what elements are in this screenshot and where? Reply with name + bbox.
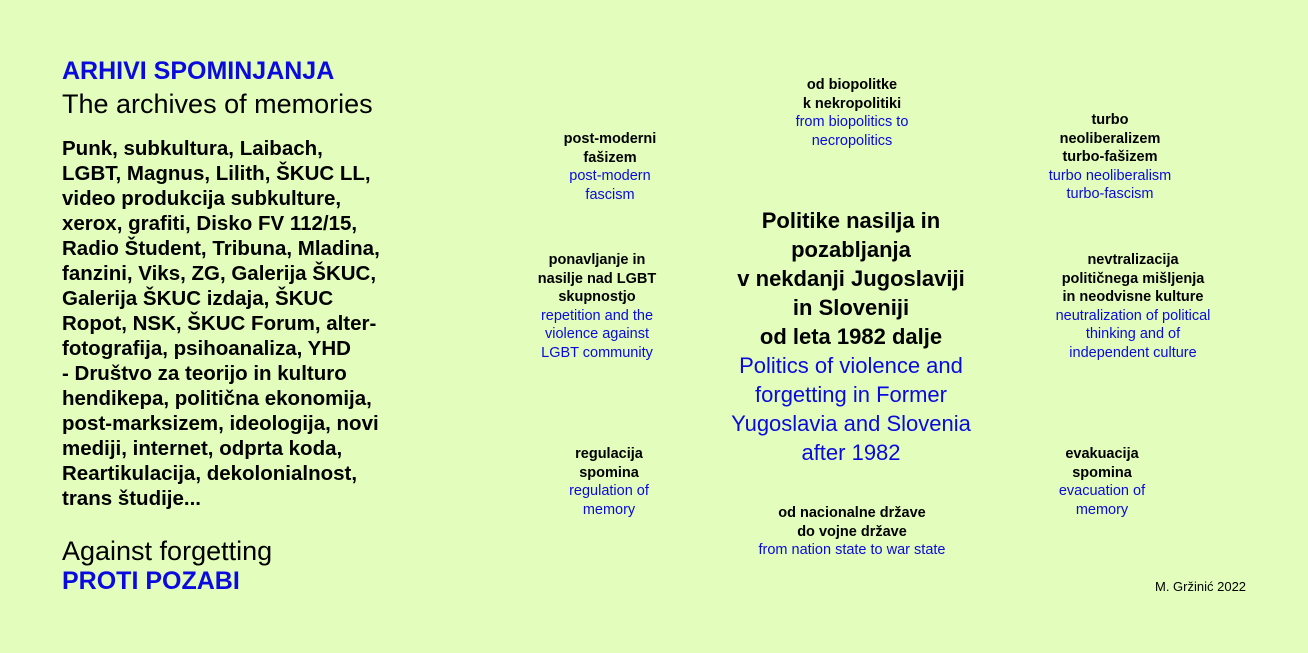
center-sl-line: in Sloveniji (792, 295, 910, 320)
node-sl-line: spomina (579, 464, 639, 481)
keywords-line: fanzini, Viks, ZG, Galerija ŠKUC, (62, 262, 377, 285)
keywords-line: hendikepa, politična ekonomija, (62, 387, 372, 410)
keywords-line: mediji, internet, odprta koda, (62, 437, 343, 460)
keywords-line: Punk, subkultura, Laibach, (62, 137, 323, 160)
node-regulation (544, 445, 674, 519)
node-sl-line: turbo-fašizem (1062, 149, 1158, 165)
node-en-line: from biopolitics to (795, 114, 909, 130)
node-sl-line: političnega mišljenja (1061, 270, 1205, 287)
node-en-line: post-modern (569, 168, 651, 184)
node-en-line: necropolitics (811, 132, 893, 149)
node-sl-line: post-moderni (563, 131, 657, 147)
node-en-line: neutralization of political (1055, 307, 1211, 324)
node-sl-line: regulacija (575, 446, 643, 462)
node-neutralization (1033, 251, 1233, 362)
against-forgetting: Against forgetting (62, 536, 273, 566)
keywords-line: LGBT, Magnus, Lilith, ŠKUC LL, (62, 162, 371, 185)
center-en-line: forgetting in Former (755, 382, 947, 407)
keywords-line: Radio Študent, Tribuna, Mladina, (62, 237, 380, 260)
keywords-line: Reartikulacija, dekolonialnost, (62, 462, 358, 485)
keywords-line: Ropot, NSK, ŠKUC Forum, alter- (62, 312, 377, 335)
node-sl-line: od biopolitke (806, 77, 898, 93)
node-en-line: turbo-fascism (1066, 186, 1154, 202)
title-en: The archives of memories (62, 89, 373, 119)
node-sl-line: do vojne države (797, 523, 907, 540)
center-en-line: Politics of violence and (739, 353, 963, 378)
node-sl-line: spomina (1072, 464, 1132, 481)
node-en-line: memory (582, 501, 636, 518)
node-en-line: LGBT community (541, 344, 653, 361)
keywords-line: Galerija ŠKUC izdaja, ŠKUC (62, 287, 334, 310)
author-credit: M. Gržinić 2022 (1155, 579, 1247, 594)
node-sl-line: neoliberalizem (1059, 130, 1161, 147)
node-en-line: violence against (545, 326, 649, 342)
center-en-line: after 1982 (801, 440, 901, 465)
node-en-line: thinking and of (1085, 326, 1181, 342)
keywords-line: video produkcija subkulture, (62, 187, 342, 210)
node-evacuation (1037, 445, 1167, 519)
center-sl-line: od leta 1982 dalje (759, 324, 943, 349)
node-en-line: turbo neoliberalism (1048, 167, 1172, 184)
node-biopolitics (752, 76, 952, 150)
title-sl: ARHIVI SPOMINJANJA (62, 57, 335, 85)
center-statement (701, 206, 1001, 467)
node-en-line: regulation of (569, 483, 649, 499)
node-sl-line: in neodvisne kulture (1062, 289, 1204, 305)
node-postmodern-fascism (530, 130, 690, 204)
node-en-line: evacuation of (1058, 483, 1146, 499)
node-sl-line: nasilje nad LGBT (537, 270, 657, 287)
node-sl-line: skupnostjo (558, 289, 636, 305)
node-nation-state (732, 504, 972, 560)
center-en-line: Yugoslavia and Slovenia (731, 411, 971, 436)
node-en-line: repetition and the (540, 307, 654, 324)
keywords-list (62, 136, 452, 511)
node-sl-line: nevtralizacija (1087, 252, 1179, 268)
center-sl-line: pozabljanja (791, 237, 911, 262)
node-sl-line: turbo (1091, 112, 1129, 128)
node-sl-line: od nacionalne države (778, 505, 926, 521)
node-en-line: fascism (585, 186, 635, 203)
keywords-line: fotografija, psihoanaliza, YHD (62, 337, 351, 360)
center-sl-line: Politike nasilja in (761, 208, 941, 233)
keywords-line: xerox, grafiti, Disko FV 112/15, (62, 212, 358, 235)
center-sl-line: v nekdanji Jugoslaviji (737, 266, 965, 291)
node-en-line: from nation state to war state (758, 542, 946, 558)
node-turbo (1020, 111, 1200, 204)
node-lgbt (517, 251, 677, 362)
node-sl-line: fašizem (583, 149, 637, 166)
node-sl-line: ponavljanje in (548, 252, 646, 268)
node-en-line: memory (1075, 501, 1129, 518)
node-en-line: independent culture (1069, 344, 1197, 361)
node-sl-line: evakuacija (1065, 446, 1139, 462)
keywords-line: - Društvo za teorijo in kulturo (62, 362, 347, 385)
keywords-line: trans študije... (62, 487, 201, 510)
proti-pozabi: PROTI POZABI (62, 567, 240, 595)
node-sl-line: k nekropolitiki (802, 95, 902, 112)
keywords-line: post-marksizem, ideologija, novi (62, 412, 379, 435)
